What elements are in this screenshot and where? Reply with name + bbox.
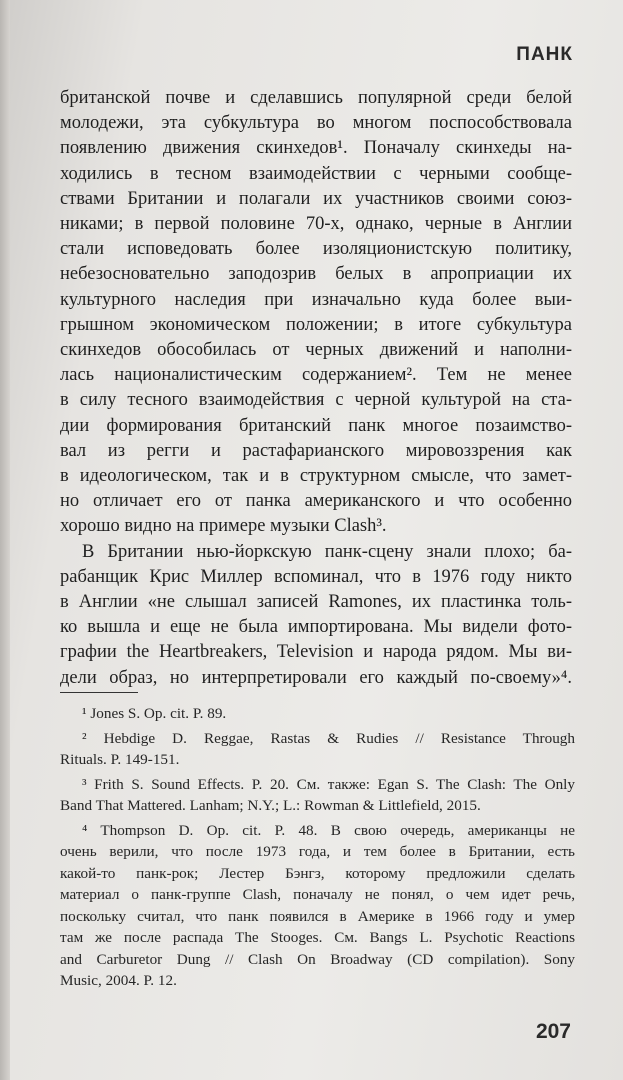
text-line: британской почве и сделавшись популярной среди белой <box>60 88 572 108</box>
text-line: дии формирования британский панк многое позаимство- <box>60 415 572 436</box>
text-line: в идеологическом, так и в структурном смысле, что замет- <box>60 466 572 487</box>
text-line: ходились в тесном взаимодействии с черными сообще- <box>60 163 572 184</box>
text-line: ко вышла и еще не была импортирована. Мы видели фото- <box>60 617 572 638</box>
text-line: небезосновательно заподозрив белых в апроприации их <box>60 264 572 285</box>
page-number: 207 <box>535 1020 571 1043</box>
text-line: рабанщик Крис Миллер вспоминал, что в 1976 году никто <box>60 566 572 587</box>
footnote-line: and Carburetor Dung // Clash On Broadway (CD compilation). Sony <box>60 950 575 968</box>
footnotes <box>60 703 575 992</box>
footnote-line: поскольку считал, что панк появился в Америке в 1966 году и умер <box>60 907 575 925</box>
text-line: в силу тесного взаимодействия с черной культурой на ста- <box>60 390 572 411</box>
footnote-line: ⁴ Thompson D. Op. cit. P. 48. В свою очередь, американцы не <box>82 821 575 839</box>
footnote-2 <box>60 728 575 771</box>
running-head: ПАНК <box>516 44 573 65</box>
footnote-line: там же после распада The Stooges. См. Bangs L. Psychotic Reactions <box>60 929 575 946</box>
text-line: дели образ, но интерпретировали его каждый по-своему»⁴. <box>60 667 572 688</box>
footnote-line: Music, 2004. P. 12. <box>60 972 177 989</box>
footnote-3 <box>60 774 575 817</box>
footnote-line: Rituals. P. 149-151. <box>60 751 180 768</box>
footnote-line: ² Hebdige D. Reggae, Rastas & Rudies // Resistance Through <box>82 729 575 747</box>
footnote-line: материал о панк-группе Clash, поначалу не понял, о чем идет речь, <box>60 886 575 903</box>
text-line: никами; в первой половине 70-х, однако, черные в Англии <box>60 214 572 235</box>
page-edge <box>0 0 10 1080</box>
text-line: ствами Британии и полагали их участников своими союз- <box>60 188 572 209</box>
footnote-line: ³ Frith S. Sound Effects. P. 20. См. также: Egan S. The Clash: The Only <box>82 775 575 793</box>
footnote-line: очень верили, что после 1973 года, и тем более в Британии, есть <box>60 843 575 860</box>
footnote-divider <box>60 692 138 693</box>
footnote-line: Band That Mattered. Lanham; N.Y.; L.: Rowman & Littlefield, 2015. <box>60 797 481 814</box>
paragraph-1 <box>60 86 572 540</box>
text-line: вал из регги и растафарианского мировоззрения как <box>60 440 572 461</box>
text-line: появлению движения скинхедов¹. Поначалу скинхеды на- <box>60 138 572 159</box>
footnote-4 <box>60 820 575 992</box>
text-line: но отличает его от панка американского и что особенно <box>60 491 572 512</box>
text-line: хорошо видно на примере музыки Clash³. <box>60 516 387 537</box>
paragraph-2 <box>60 540 572 691</box>
text-line: лась националистическим содержанием². Тем не менее <box>60 365 572 386</box>
text-line: стали исповедовать более изоляционистскую политику, <box>60 239 572 260</box>
text-line: в Англии «не слышал записей Ramones, их пластинка толь- <box>60 592 572 613</box>
text-line: графии the Heartbreakers, Television и народа рядом. Мы ви- <box>60 642 572 663</box>
text-line: грышном экономическом положении; в итоге субкультура <box>60 314 572 335</box>
text-line: культурного наследия при изначально куда более выи- <box>60 289 572 310</box>
text-line: скинхедов обособилась от черных движений и наполни- <box>60 340 572 361</box>
footnote-1 <box>60 703 575 725</box>
text-line: В Британии нью-йоркскую панк-сцену знали плохо; ба- <box>82 541 572 562</box>
main-text <box>60 86 572 691</box>
footnote-line: какой-то панк-рок; Лестер Бэнгз, которому предложили сделать <box>60 864 575 882</box>
footnote-line: ¹ Jones S. Op. cit. P. 89. <box>82 705 227 722</box>
text-line: молодежи, эта субкультура во многом поспособствовала <box>60 113 572 134</box>
